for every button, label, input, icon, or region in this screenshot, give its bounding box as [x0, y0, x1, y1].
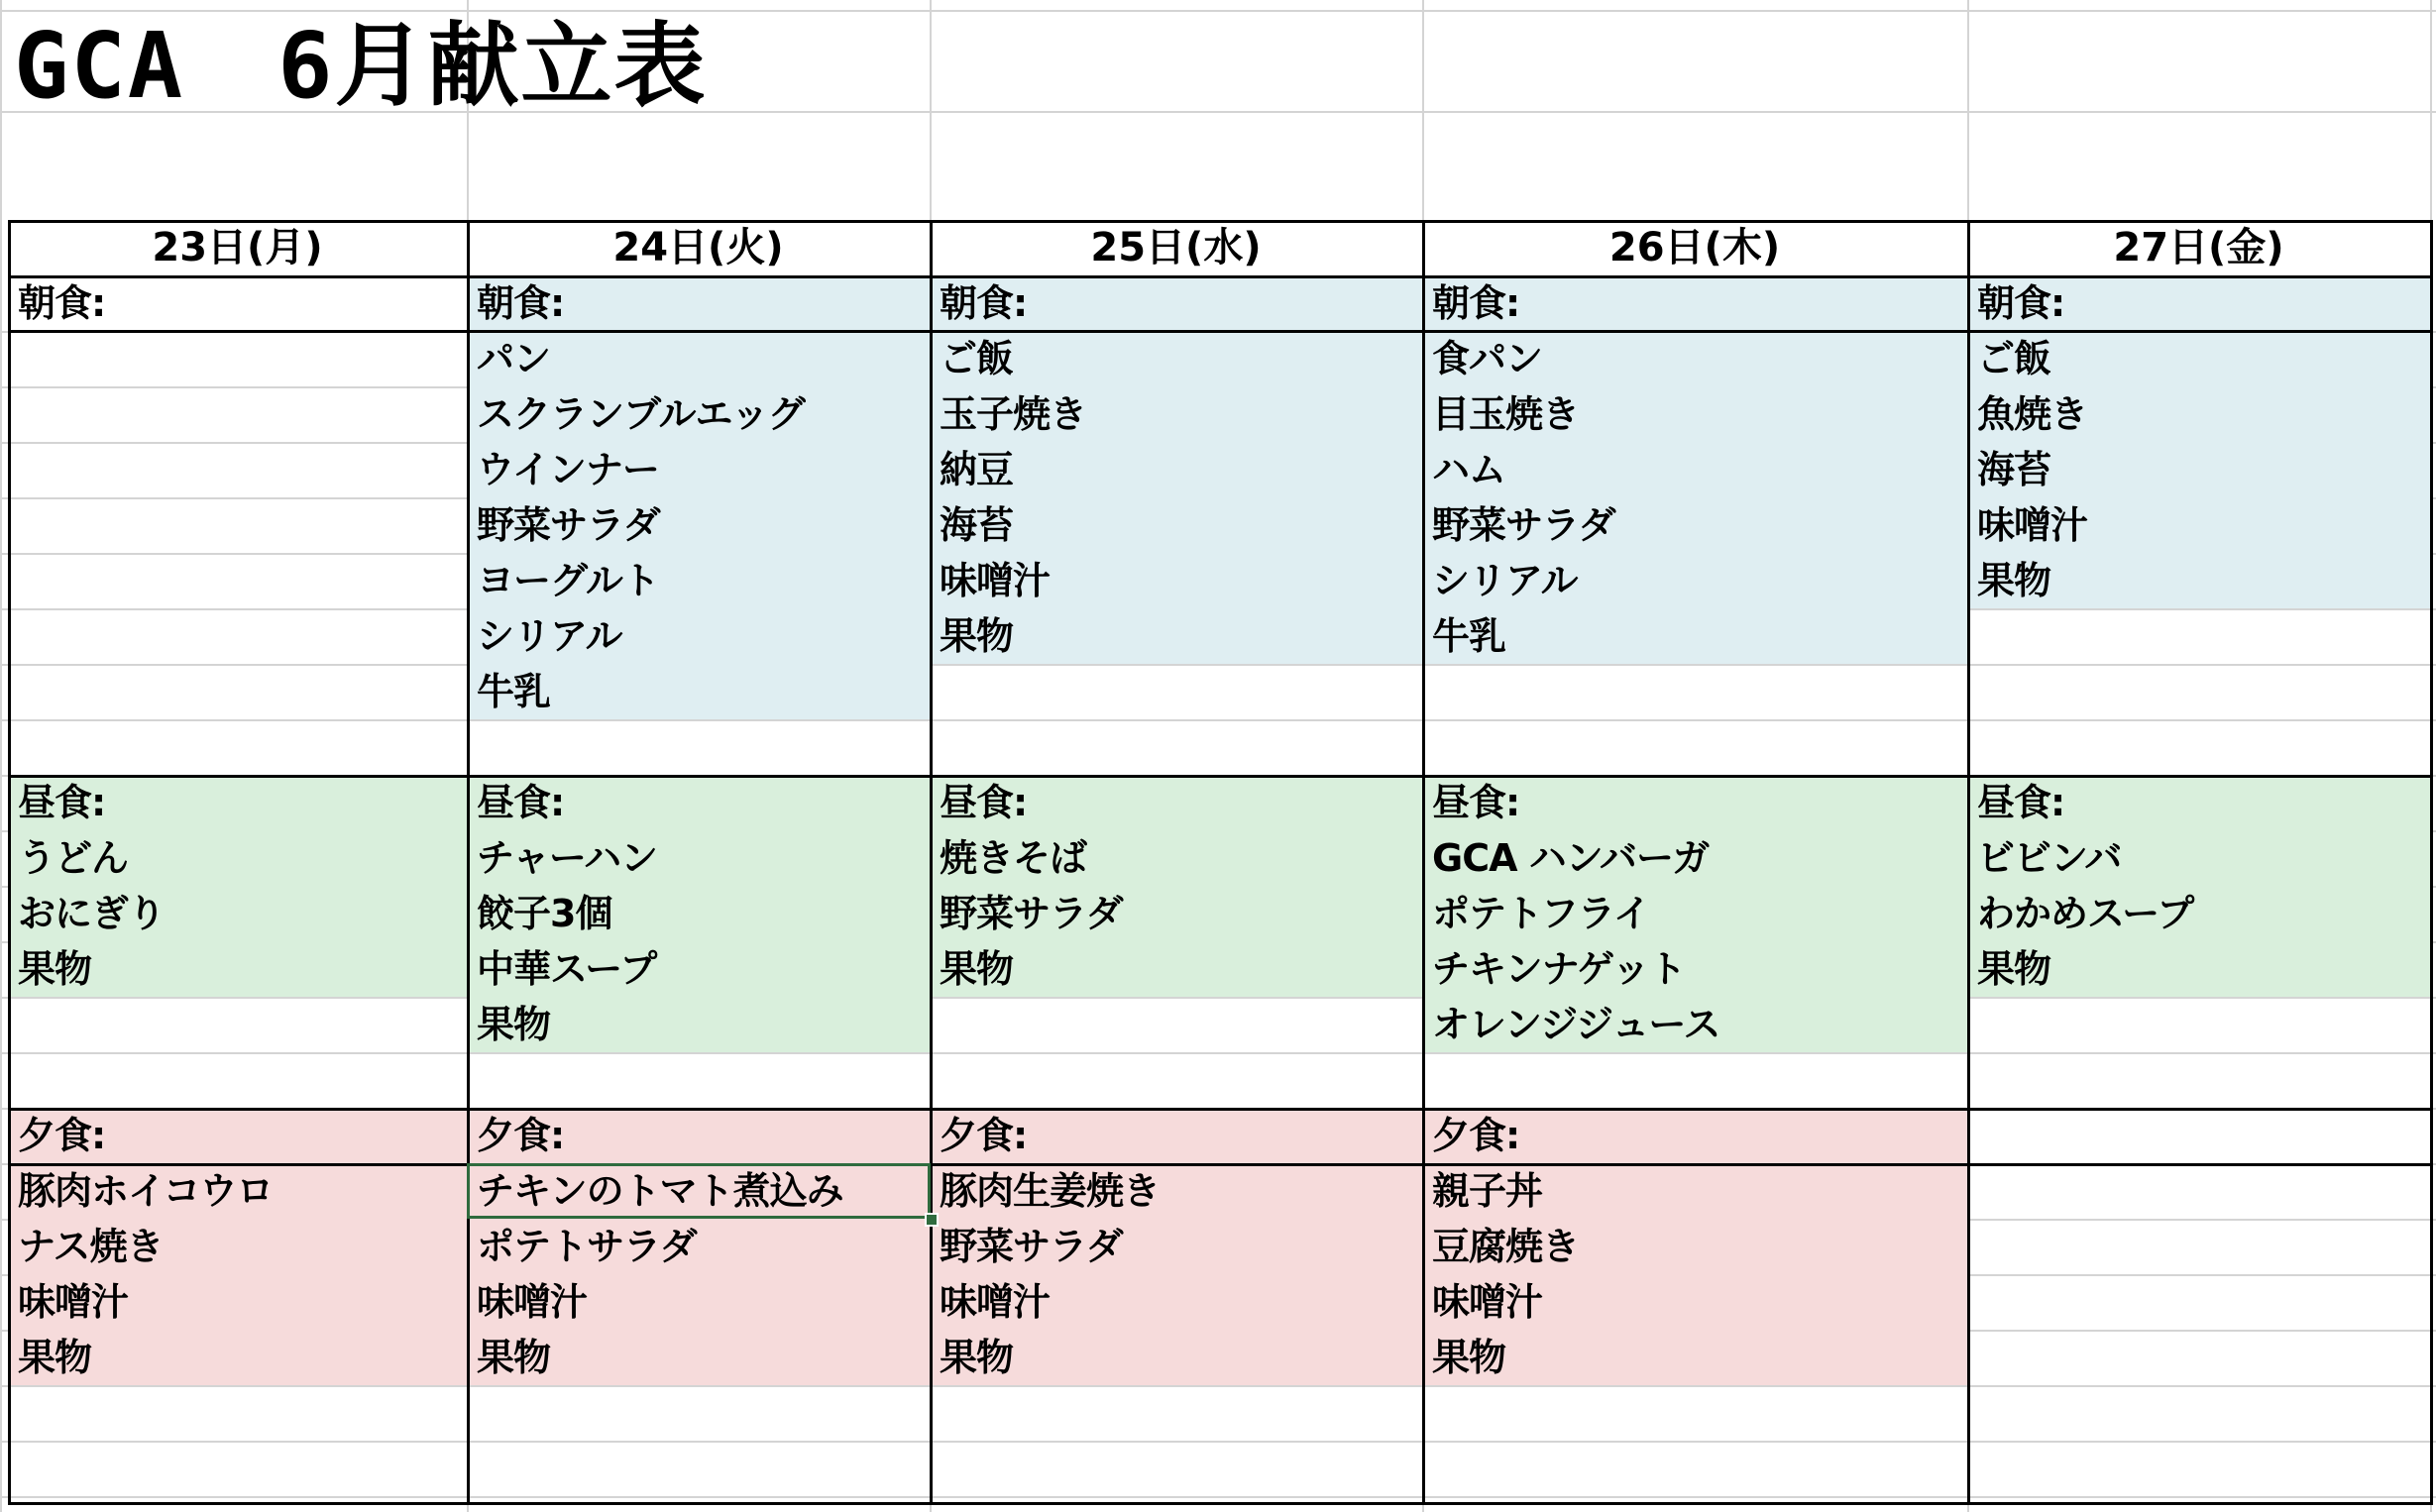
breakfast-item: 野菜サラダ — [1432, 503, 1615, 547]
breakfast-item: 味噌汁 — [1977, 503, 2088, 547]
lunch-item: 果物 — [477, 1003, 551, 1046]
breakfast-item: 野菜サラダ — [477, 503, 660, 547]
breakfast-item: スクランブルエッグ — [477, 392, 805, 436]
breakfast-item: シリアル — [477, 614, 622, 658]
gridline-horizontal — [0, 1385, 2436, 1387]
breakfast-item: 牛乳 — [1432, 614, 1506, 658]
day-header: 25日(水) — [1090, 225, 1262, 270]
active-cell-selection[interactable] — [467, 1163, 931, 1219]
lunch-item: 焼きそば — [940, 836, 1087, 880]
gridline-horizontal — [0, 997, 2436, 999]
day-header: 24日(火) — [612, 225, 784, 270]
table-border-line — [8, 1502, 2433, 1505]
breakfast-item: シリアル — [1432, 559, 1578, 602]
fill-handle[interactable] — [925, 1213, 939, 1227]
dinner-label: 夕食: — [1432, 1114, 1520, 1157]
dinner-item: 親子丼 — [1432, 1169, 1543, 1213]
dinner-item: 味噌汁 — [1432, 1280, 1543, 1324]
dinner-item: 味噌汁 — [477, 1280, 588, 1324]
dinner-label: 夕食: — [477, 1114, 565, 1157]
dinner-item: 豚肉ホイコウロ — [18, 1169, 274, 1213]
lunch-item: 果物 — [940, 947, 1014, 991]
lunch-item: ビビンバ — [1977, 836, 2122, 880]
dinner-item: 豆腐焼き — [1432, 1225, 1580, 1268]
breakfast-item: 玉子焼き — [940, 392, 1087, 436]
lunch-item: 餃子3個 — [477, 892, 612, 935]
lunch-item: おにぎり — [18, 892, 166, 935]
page-title: GCA 6月献立表 — [14, 13, 708, 119]
dinner-item: 果物 — [477, 1336, 551, 1379]
table-border-line — [8, 1108, 2433, 1111]
day-header: 27日(金) — [2113, 225, 2284, 270]
lunch-item: ポテトフライ — [1432, 892, 1650, 935]
gridline-horizontal — [0, 719, 2436, 721]
breakfast-label: 朝食: — [1977, 281, 2065, 325]
dinner-item: 味噌汁 — [940, 1280, 1051, 1324]
breakfast-item: ウインナー — [477, 448, 659, 491]
breakfast-item: ご飯 — [1977, 337, 2051, 380]
gridline-vertical — [0, 0, 2, 1512]
dinner-label: 夕食: — [940, 1114, 1028, 1157]
breakfast-item: 牛乳 — [477, 670, 551, 713]
breakfast-item: 食パン — [1432, 337, 1543, 380]
lunch-item: オレンジジュース — [1432, 1003, 1720, 1046]
table-border-line — [8, 1163, 2433, 1166]
breakfast-label: 朝食: — [940, 281, 1028, 325]
gridline-horizontal — [0, 1441, 2436, 1443]
lunch-item: チャーハン — [477, 836, 657, 880]
breakfast-item: 魚焼き — [1977, 392, 2088, 436]
lunch-item: 野菜サラダ — [940, 892, 1123, 935]
lunch-label: 昼食: — [1977, 781, 2065, 824]
breakfast-item: 果物 — [1977, 559, 2051, 602]
dinner-item: ポテトサラダ — [477, 1225, 697, 1268]
table-border-line — [930, 220, 933, 1505]
lunch-label: 昼食: — [1432, 781, 1520, 824]
breakfast-item: 目玉焼き — [1432, 392, 1580, 436]
breakfast-item: 味噌汁 — [940, 559, 1051, 602]
breakfast-item: パン — [477, 337, 551, 380]
breakfast-item: ご飯 — [940, 337, 1014, 380]
lunch-item: 中華スープ — [477, 947, 657, 991]
table-border-line — [8, 775, 2433, 778]
breakfast-label: 朝食: — [1432, 281, 1520, 325]
lunch-item: うどん — [18, 836, 129, 880]
table-border-line — [8, 220, 11, 1505]
gridline-horizontal — [0, 1496, 2436, 1498]
dinner-item: 味噌汁 — [18, 1280, 129, 1324]
day-header: 23日(月) — [152, 225, 323, 270]
breakfast-item: 納豆 — [940, 448, 1014, 491]
gridline-horizontal — [0, 1052, 2436, 1054]
gridline-horizontal — [0, 664, 2436, 666]
table-border-line — [2430, 220, 2433, 1505]
table-border-line — [8, 275, 2433, 278]
dinner-item: 豚肉生姜焼き — [940, 1169, 1161, 1213]
table-border-line — [1967, 220, 1970, 1505]
dinner-item: 果物 — [1432, 1336, 1506, 1379]
lunch-label: 昼食: — [477, 781, 565, 824]
lunch-item: 果物 — [1977, 947, 2051, 991]
lunch-label: 昼食: — [940, 781, 1028, 824]
dinner-item: 果物 — [940, 1336, 1014, 1379]
breakfast-label: 朝食: — [477, 281, 565, 325]
table-border-line — [1422, 220, 1425, 1505]
lunch-item: 果物 — [18, 947, 92, 991]
day-header: 26日(木) — [1608, 225, 1781, 270]
dinner-item: 野菜サラダ — [940, 1225, 1123, 1268]
table-border-line — [467, 220, 470, 1505]
dinner-item: 果物 — [18, 1336, 92, 1379]
breakfast-item: 果物 — [940, 614, 1014, 658]
breakfast-item: 海苔 — [1977, 448, 2051, 491]
lunch-item: チキンナゲット — [1432, 947, 1686, 991]
table-border-line — [8, 330, 2433, 333]
dinner-label: 夕食: — [18, 1114, 106, 1157]
breakfast-item: ヨーグルト — [477, 559, 659, 602]
breakfast-item: 海苔 — [940, 503, 1014, 547]
dinner-item: ナス焼き — [18, 1225, 164, 1268]
lunch-item: わかめスープ — [1977, 892, 2194, 935]
lunch-item: GCA ハンバーガ — [1432, 836, 1710, 880]
dinner-item: チキンのトマト煮込み — [477, 1169, 843, 1213]
breakfast-item: ハム — [1432, 448, 1506, 491]
breakfast-label: 朝食: — [18, 281, 106, 325]
lunch-label: 昼食: — [18, 781, 106, 824]
